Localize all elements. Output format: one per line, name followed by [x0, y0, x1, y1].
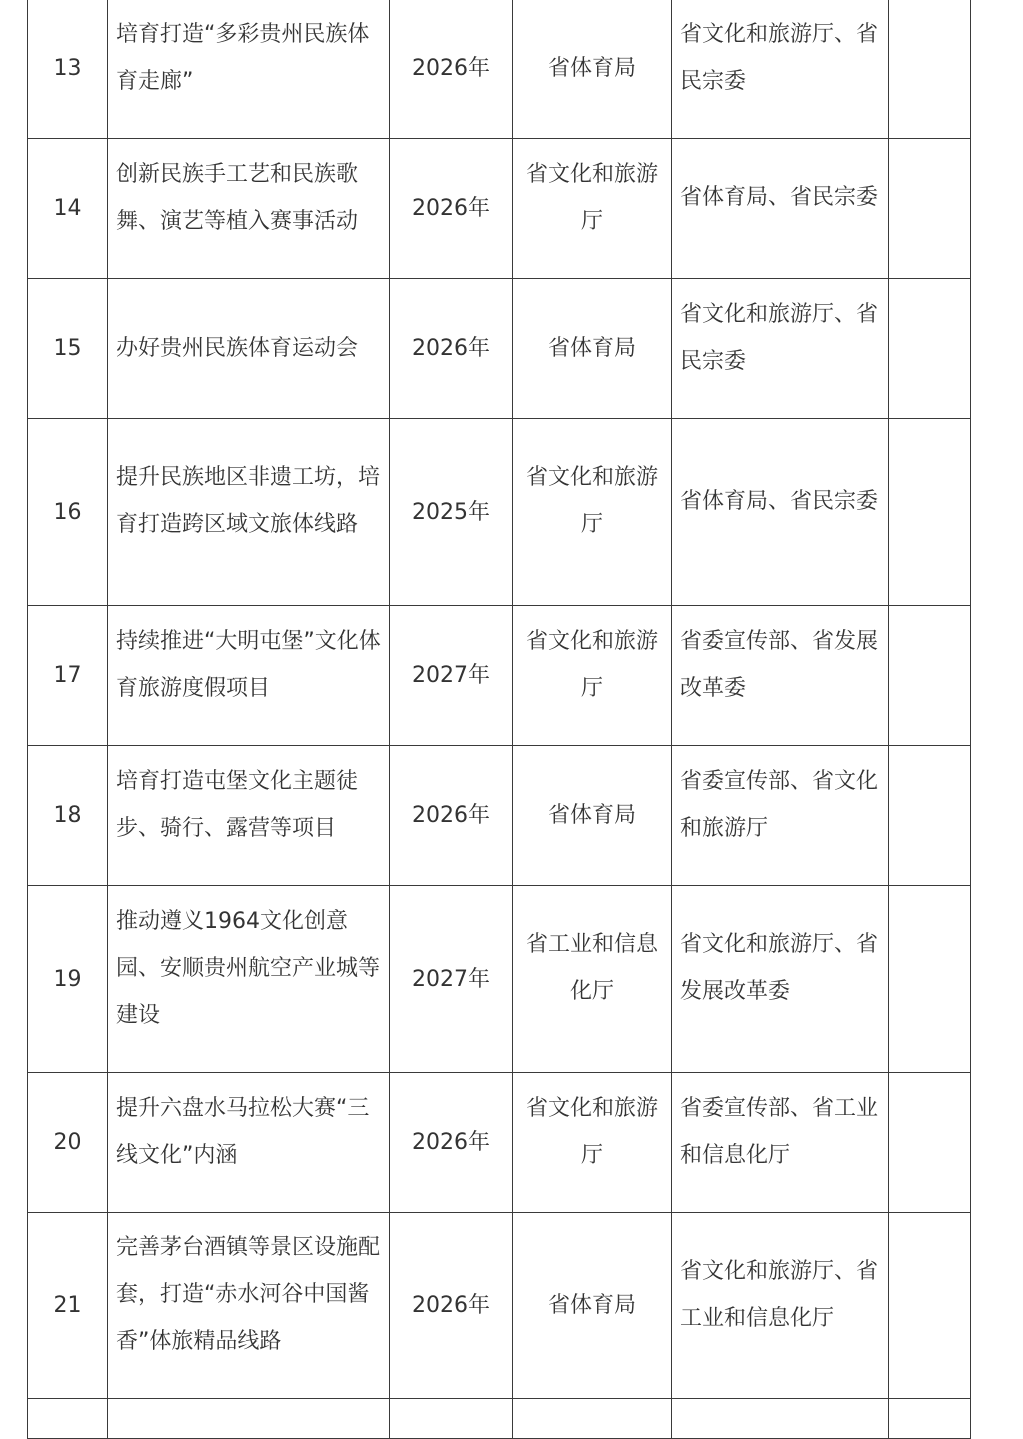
- task-description: 持续推进“大明屯堡”文化体育旅游度假项目: [108, 606, 390, 746]
- table-row: [28, 139, 971, 279]
- table-row: [28, 886, 971, 1073]
- table-row: [28, 746, 971, 886]
- table-row: [28, 0, 971, 139]
- cooperating-departments: 省文化和旅游厅、省发展改革委: [672, 886, 889, 1073]
- lead-department: 省文化和旅游厅: [513, 419, 672, 606]
- task-description: 推动遵义1964文化创意园、安顺贵州航空产业城等建设: [108, 886, 390, 1073]
- completion-year: 2027年: [390, 606, 513, 746]
- lead-department: 省文化和旅游厅: [513, 1073, 672, 1213]
- remarks: [889, 746, 971, 886]
- row-number: 13: [28, 0, 108, 139]
- row-number: 15: [28, 279, 108, 419]
- completion-year: 2026年: [390, 746, 513, 886]
- cooperating-departments: 省文化和旅游厅、省工业和信息化厅: [672, 1213, 889, 1399]
- lead-department: 省体育局: [513, 746, 672, 886]
- table-row: [28, 606, 971, 746]
- table-row: [28, 279, 971, 419]
- lead-department: 省体育局: [513, 1213, 672, 1399]
- cooperating-departments: 省委宣传部、省工业和信息化厅: [672, 1073, 889, 1213]
- cooperating-departments: 省委宣传部、省发展改革委: [672, 606, 889, 746]
- completion-year: 2025年: [390, 419, 513, 606]
- table-row: [28, 419, 971, 606]
- task-description: 办好贵州民族体育运动会: [108, 279, 390, 419]
- row-number: 19: [28, 886, 108, 1073]
- remarks: [889, 279, 971, 419]
- row-number: 18: [28, 746, 108, 886]
- task-description: 培育打造屯堡文化主题徒步、骑行、露营等项目: [108, 746, 390, 886]
- completion-year: 2027年: [390, 886, 513, 1073]
- remarks: [889, 1213, 971, 1399]
- task-description: 培育打造“多彩贵州民族体育走廊”: [108, 0, 390, 139]
- row-number: 17: [28, 606, 108, 746]
- cooperating-departments: 省文化和旅游厅、省民宗委: [672, 279, 889, 419]
- completion-year: 2026年: [390, 139, 513, 279]
- task-description: 完善茅台酒镇等景区设施配套，打造“赤水河谷中国酱香”体旅精品线路: [108, 1213, 390, 1399]
- row-number: 20: [28, 1073, 108, 1213]
- completion-year: 2026年: [390, 0, 513, 139]
- cooperating-departments: 省文化和旅游厅、省民宗委: [672, 0, 889, 139]
- cooperating-departments: 省体育局、省民宗委: [672, 419, 889, 606]
- remarks: [889, 886, 971, 1073]
- lead-department: 省体育局: [513, 0, 672, 139]
- row-number: 21: [28, 1213, 108, 1399]
- lead-department: 省文化和旅游厅: [513, 139, 672, 279]
- lead-department: 省文化和旅游厅: [513, 606, 672, 746]
- remarks: [889, 139, 971, 279]
- table-row: [28, 1213, 971, 1399]
- task-description: 创新民族手工艺和民族歌舞、演艺等植入赛事活动: [108, 139, 390, 279]
- cooperating-departments: 省体育局、省民宗委: [672, 139, 889, 279]
- lead-department: 省体育局: [513, 279, 672, 419]
- remarks: [889, 1073, 971, 1213]
- row-number: 16: [28, 419, 108, 606]
- task-table: [27, 0, 971, 1439]
- task-description: 提升六盘水马拉松大赛“三线文化”内涵: [108, 1073, 390, 1213]
- task-description: 提升民族地区非遗工坊，培育打造跨区域文旅体线路: [108, 419, 390, 606]
- remarks: [889, 419, 971, 606]
- completion-year: 2026年: [390, 1213, 513, 1399]
- table-row: [28, 1073, 971, 1213]
- remarks: [889, 0, 971, 139]
- completion-year: 2026年: [390, 279, 513, 419]
- cooperating-departments: 省委宣传部、省文化和旅游厅: [672, 746, 889, 886]
- row-number: 14: [28, 139, 108, 279]
- task-table-body: [28, 0, 971, 1439]
- remarks: [889, 606, 971, 746]
- lead-department: 省工业和信息化厅: [513, 886, 672, 1073]
- completion-year: 2026年: [390, 1073, 513, 1213]
